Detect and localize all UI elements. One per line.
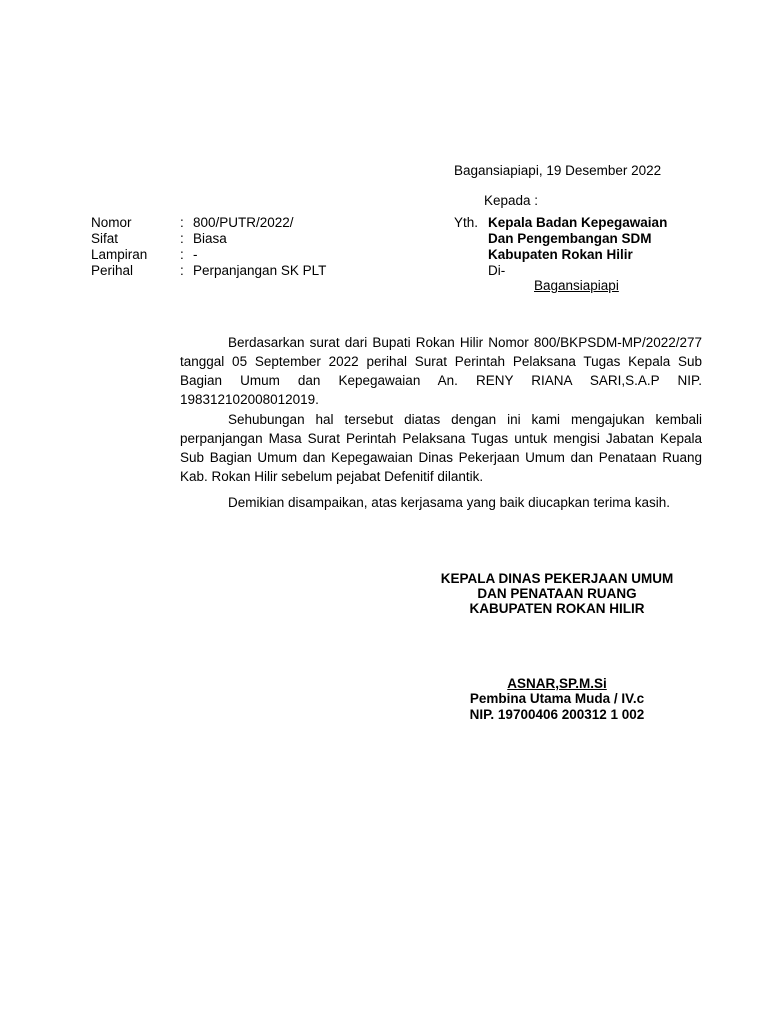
signatory-rank: Pembina Utama Muda / IV.c [469,691,645,706]
signatory-name: ASNAR,SP.M.Si [507,676,607,691]
signature-title-2: DAN PENATAAN RUANG [477,586,637,601]
signature-title-3: KABUPATEN ROKAN HILIR [469,601,645,616]
meta-label: Sifat [91,231,119,246]
recipient-line-1: Kepala Badan Kepegawaian [488,215,668,230]
paragraph-text: Sehubungan hal tersebut diatas dengan ini kami mengajukan kembali perpanjangan Masa Surat Perintah Pelaksana Tugas untuk mengisi Jabatan Kepala Sub Bagian Umum dan Kepegawaian Dinas Pekerjaan Umum dan Penataan Ruang Kab. Rokan Hilir sebelum pejabat Defenitif dilantik. [180,412,702,484]
recipient-line-2: Dan Pengembangan SDM [488,231,652,246]
letter-date: Bagansiapiapi, 19 Desember 2022 [454,163,662,178]
meta-value: 800/PUTR/2022/ [193,215,294,230]
body-paragraph-3 [180,493,702,512]
body-paragraph-2 [180,410,702,486]
recipient-line-3: Kabupaten Rokan Hilir [488,247,633,262]
signatory-nip: NIP. 19700406 200312 1 002 [469,707,645,722]
meta-label: Perihal [91,263,134,278]
meta-colon: : [180,247,184,262]
kepada-label: Kepada : [484,193,539,208]
paragraph-text: Demikian disampaikan, atas kerjasama yang baik diucapkan terima kasih. [228,495,670,510]
meta-colon: : [180,215,184,230]
paragraph-text: Berdasarkan surat dari Bupati Rokan Hilir Nomor 800/BKPSDM-MP/2022/277 tanggal 05 September 2022 perihal Surat Perintah Pelaksana Tugas Kepala Sub Bagian Umum dan Kepegawaian An. RENY RIANA SARI,S.A.P NIP. 198312102008012019. [180,335,702,407]
meta-label: Lampiran [91,247,148,262]
recipient-yth: Yth. [454,215,479,230]
meta-label: Nomor [91,215,132,230]
meta-value: - [193,247,198,262]
meta-colon: : [180,263,184,278]
meta-value: Biasa [193,231,227,246]
signature-title-1: KEPALA DINAS PEKERJAAN UMUM [440,571,674,586]
meta-value: Perpanjangan SK PLT [193,263,327,278]
meta-colon: : [180,231,184,246]
recipient-di: Di- [488,263,506,278]
recipient-place: Bagansiapiapi [534,278,619,293]
body-paragraph-1 [180,333,702,409]
